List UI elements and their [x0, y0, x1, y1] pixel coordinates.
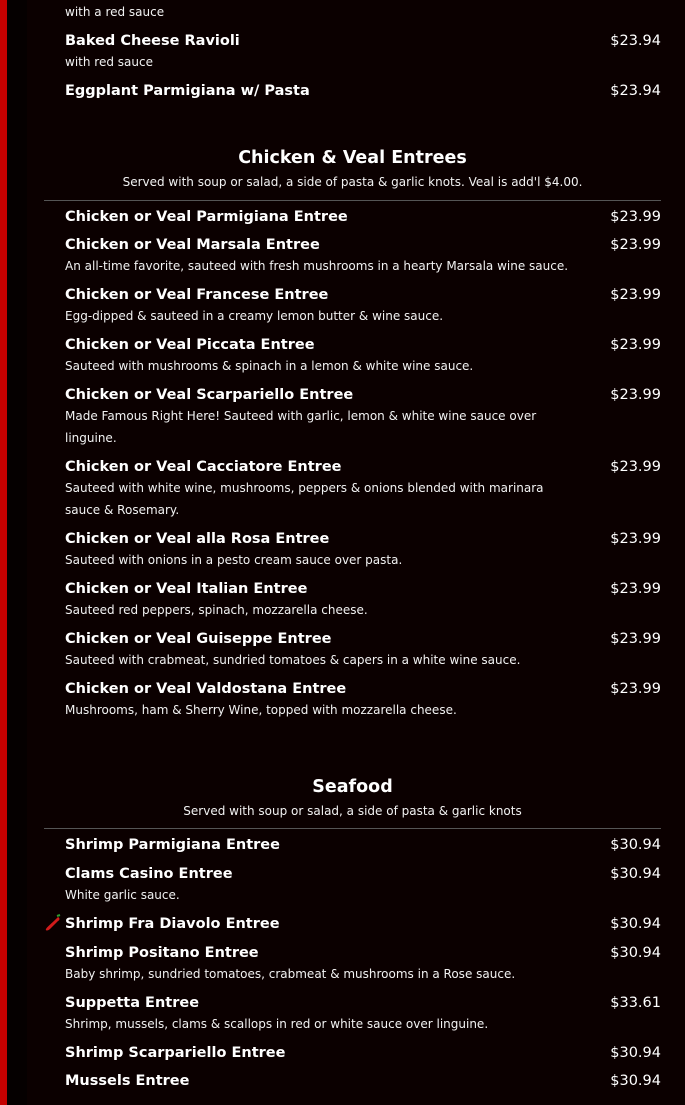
menu-item[interactable] [44, 835, 661, 855]
left-dark-stripe [7, 0, 27, 1105]
menu-item[interactable] [44, 529, 661, 571]
item-description: Sauteed with onions in a pesto cream sauce over pasta. [65, 553, 403, 567]
item-name: Baked Cheese Ravioli [65, 33, 240, 49]
menu-item[interactable] [44, 1071, 661, 1091]
item-price: $23.99 [610, 531, 661, 547]
item-description: Egg-dipped & sauteed in a creamy lemon butter & wine sauce. [65, 309, 444, 323]
item-description: Sauteed with crabmeat, sundried tomatoes & capers in a white wine sauce. [65, 653, 521, 667]
item-description: with red sauce [65, 55, 153, 69]
menu-item[interactable] [44, 1043, 661, 1063]
section-subtitle: Served with soup or salad, a side of pasta & garlic knots [183, 804, 522, 818]
item-name: Chicken or Veal Marsala Entree [65, 237, 320, 253]
item-description: Baby shrimp, sundried tomatoes, crabmeat & mushrooms in a Rose sauce. [65, 967, 516, 981]
item-price: $23.99 [610, 387, 661, 403]
item-description: Mushrooms, ham & Sherry Wine, topped with mozzarella cheese. [65, 703, 457, 717]
section-subtitle: Served with soup or salad, a side of pasta & garlic knots. Veal is add'l $4.00. [122, 175, 583, 189]
item-name: Chicken or Veal Cacciatore Entree [65, 459, 342, 475]
menu-item[interactable] [44, 235, 661, 277]
menu-item-partial [44, 1, 661, 23]
chili-pepper-icon [44, 914, 62, 932]
menu-item[interactable] [44, 31, 661, 73]
item-description: Sauteed with white wine, mushrooms, peppers & onions blended with marinara sauce & Rosemary. [65, 481, 544, 517]
item-name: Shrimp Fra Diavolo Entree [65, 916, 280, 932]
section-divider [44, 828, 661, 829]
section-title-chicken-veal: Chicken & Veal Entrees [238, 148, 467, 168]
item-name: Chicken or Veal Parmigiana Entree [65, 209, 348, 225]
menu-item[interactable] [44, 914, 661, 934]
item-price: $23.99 [610, 631, 661, 647]
menu-item[interactable] [44, 457, 661, 521]
menu-item[interactable] [44, 81, 661, 101]
item-price: $23.99 [610, 681, 661, 697]
item-name: Chicken or Veal Valdostana Entree [65, 681, 347, 697]
item-price: $30.94 [610, 1073, 661, 1089]
item-price: $33.61 [610, 995, 661, 1011]
item-price: $30.94 [610, 1045, 661, 1061]
menu-item[interactable] [44, 285, 661, 327]
item-price: $30.94 [610, 837, 661, 853]
item-price: $23.99 [610, 237, 661, 253]
menu-item[interactable] [44, 679, 661, 721]
item-name: Mussels Entree [65, 1073, 190, 1089]
item-description: An all-time favorite, sauteed with fresh mushrooms in a hearty Marsala wine sauce. [65, 259, 569, 273]
item-name: Chicken or Veal Scarpariello Entree [65, 387, 354, 403]
item-price: $23.99 [610, 337, 661, 353]
item-description: Sauteed with mushrooms & spinach in a lemon & white wine sauce. [65, 359, 474, 373]
item-price: $23.99 [610, 209, 661, 225]
item-name: Suppetta Entree [65, 995, 200, 1011]
menu-item[interactable] [44, 385, 661, 449]
item-name: Chicken or Veal Italian Entree [65, 581, 308, 597]
item-description: White garlic sauce. [65, 888, 180, 902]
menu-item[interactable] [44, 629, 661, 671]
item-description: with a red sauce [65, 5, 165, 19]
left-red-stripe [0, 0, 7, 1105]
item-name: Eggplant Parmigiana w/ Pasta [65, 83, 310, 99]
item-name: Chicken or Veal Guiseppe Entree [65, 631, 332, 647]
menu-item[interactable] [44, 943, 661, 985]
item-name: Chicken or Veal Francese Entree [65, 287, 329, 303]
menu-item[interactable] [44, 864, 661, 906]
item-description: Shrimp, mussels, clams & scallops in red or white sauce over linguine. [65, 1017, 489, 1031]
item-description: Made Famous Right Here! Sauteed with garlic, lemon & white wine sauce over linguine. [65, 409, 537, 445]
item-name: Shrimp Parmigiana Entree [65, 837, 280, 853]
item-price: $30.94 [610, 945, 661, 961]
item-price: $23.99 [610, 459, 661, 475]
item-name: Chicken or Veal alla Rosa Entree [65, 531, 330, 547]
section-divider [44, 200, 661, 201]
menu-item[interactable] [44, 993, 661, 1035]
item-price: $30.94 [610, 866, 661, 882]
item-price: $23.99 [610, 581, 661, 597]
menu-item[interactable] [44, 207, 661, 227]
menu-item[interactable] [44, 579, 661, 621]
item-price: $23.94 [610, 83, 661, 99]
section-title-seafood: Seafood [312, 777, 393, 797]
item-price: $23.94 [610, 33, 661, 49]
item-name: Clams Casino Entree [65, 866, 233, 882]
item-name: Chicken or Veal Piccata Entree [65, 337, 315, 353]
menu-item[interactable] [44, 335, 661, 377]
item-price: $23.99 [610, 287, 661, 303]
menu-content [44, 0, 661, 1091]
item-name: Shrimp Positano Entree [65, 945, 259, 961]
item-name: Shrimp Scarpariello Entree [65, 1045, 286, 1061]
item-price: $30.94 [610, 916, 661, 932]
item-description: Sauteed red peppers, spinach, mozzarella cheese. [65, 603, 368, 617]
